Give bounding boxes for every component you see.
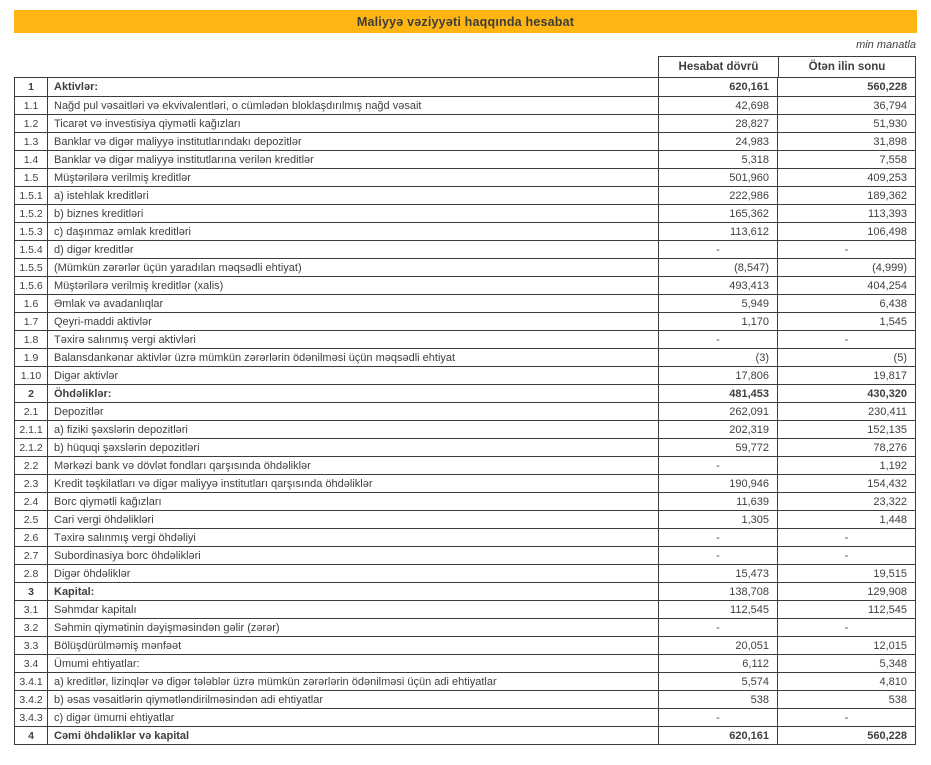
- row-value-current: 222,986: [658, 187, 777, 204]
- table-row: [15, 294, 915, 312]
- row-label: Təxirə salınmış vergi öhdəliyi: [54, 531, 196, 544]
- row-value-prior: 1,192: [777, 457, 915, 474]
- row-value-prior: -: [777, 547, 915, 564]
- row-value-prior: 6,438: [777, 295, 915, 312]
- row-value-prior: 230,411: [777, 403, 915, 420]
- row-number: 1.5.6: [15, 277, 48, 294]
- row-value-current: 42,698: [658, 97, 777, 114]
- row-value-prior: 112,545: [777, 601, 915, 618]
- row-number: 1.4: [15, 151, 48, 168]
- row-label: Ümumi ehtiyatlar:: [54, 657, 140, 670]
- table-row: [15, 168, 915, 186]
- row-value-prior: 19,515: [777, 565, 915, 582]
- row-number: 2.1: [15, 403, 48, 420]
- row-value-prior: -: [777, 709, 915, 726]
- row-number: 4: [15, 727, 48, 744]
- row-label: Ticarət və investisiya qiymətli kağızları: [54, 117, 241, 130]
- row-value-prior: 154,432: [777, 475, 915, 492]
- row-value-prior: 23,322: [777, 493, 915, 510]
- table-row: [15, 492, 915, 510]
- row-value-current: 17,806: [658, 367, 777, 384]
- row-value-prior: 152,135: [777, 421, 915, 438]
- row-number: 2.4: [15, 493, 48, 510]
- table-row: [15, 258, 915, 276]
- row-value-prior: -: [777, 241, 915, 258]
- page-title: Maliyyə vəziyyəti haqqında hesabat: [356, 14, 575, 29]
- row-value-current: 59,772: [658, 439, 777, 456]
- table-row: [15, 654, 915, 672]
- report-title-banner: [14, 10, 917, 33]
- table-row: [15, 456, 915, 474]
- row-value-prior: 36,794: [777, 97, 915, 114]
- row-label: a) fiziki şəxslərin depozitləri: [54, 423, 188, 436]
- row-label: c) digər ümumi ehtiyatlar: [54, 711, 175, 724]
- row-label: b) əsas vəsaitlərin qiymətləndirilməsindən adi ehtiyatlar: [54, 693, 324, 706]
- row-value-current: 15,473: [658, 565, 777, 582]
- row-label: Banklar və digər maliyyə institutlarındakı depozitlər: [54, 135, 302, 148]
- table-row: [15, 114, 915, 132]
- table-row: [15, 618, 915, 636]
- row-label: Aktivlər:: [54, 81, 99, 93]
- table-row: [15, 384, 915, 402]
- row-value-current: 138,708: [658, 583, 777, 600]
- row-number: 1.1: [15, 97, 48, 114]
- row-label: d) digər kreditlər: [54, 243, 134, 256]
- row-value-prior: 78,276: [777, 439, 915, 456]
- row-value-prior: 560,228: [777, 727, 915, 744]
- row-value-prior: 409,253: [777, 169, 915, 186]
- row-number: 1.3: [15, 133, 48, 150]
- row-value-current: -: [658, 457, 777, 474]
- table-row: [15, 636, 915, 654]
- row-number: 3: [15, 583, 48, 600]
- row-label: Kapital:: [54, 585, 95, 598]
- row-number: 1.5.4: [15, 241, 48, 258]
- row-number: 2.7: [15, 547, 48, 564]
- row-label: Əmlak və avadanlıqlar: [54, 297, 164, 310]
- row-label: Banklar və digər maliyyə institutlarına verilən kreditlər: [54, 153, 314, 166]
- row-label: Bölüşdürülməmiş mənfəət: [54, 639, 182, 652]
- row-value-prior: 5,348: [777, 655, 915, 672]
- table-row: [15, 726, 915, 744]
- row-label: (Mümkün zərərlər üçün yaradılan məqsədli ehtiyat): [54, 261, 302, 274]
- row-label: b) hüquqi şəxslərin depozitləri: [54, 441, 200, 454]
- row-number: 1.8: [15, 331, 48, 348]
- row-value-current: -: [658, 241, 777, 258]
- row-value-current: 190,946: [658, 475, 777, 492]
- row-number: 1.6: [15, 295, 48, 312]
- row-value-prior: -: [777, 331, 915, 348]
- row-value-current: 1,170: [658, 313, 777, 330]
- row-number: 1.2: [15, 115, 48, 132]
- table-row: [15, 672, 915, 690]
- table-row: [15, 708, 915, 726]
- row-value-current: -: [658, 709, 777, 726]
- row-number: 1.5.2: [15, 205, 48, 222]
- row-label: Müştərilərə verilmiş kreditlər: [54, 171, 191, 184]
- row-value-prior: 538: [777, 691, 915, 708]
- row-value-current: 5,949: [658, 295, 777, 312]
- row-value-prior: 129,908: [777, 583, 915, 600]
- column-header-prior: Ötən ilin sonu: [778, 57, 915, 77]
- row-number: 2.5: [15, 511, 48, 528]
- table-row: [15, 582, 915, 600]
- row-number: 3.1: [15, 601, 48, 618]
- row-value-current: 1,305: [658, 511, 777, 528]
- row-value-current: 620,161: [658, 727, 777, 744]
- row-number: 2.1.1: [15, 421, 48, 438]
- row-label: b) biznes kreditləri: [54, 207, 144, 220]
- row-value-prior: 1,448: [777, 511, 915, 528]
- row-label: Mərkəzi bank və dövlət fondları qarşısında öhdəliklər: [54, 459, 311, 472]
- row-value-current: 620,161: [658, 78, 777, 96]
- financial-position-table: [14, 77, 916, 745]
- row-label: a) istehlak kreditləri: [54, 189, 149, 202]
- row-value-current: 20,051: [658, 637, 777, 654]
- row-number: 2.6: [15, 529, 48, 546]
- table-row: [15, 474, 915, 492]
- row-value-current: (8,547): [658, 259, 777, 276]
- row-number: 1.5.1: [15, 187, 48, 204]
- row-label: Təxirə salınmış vergi aktivləri: [54, 333, 196, 346]
- row-number: 2: [15, 385, 48, 402]
- row-number: 3.4: [15, 655, 48, 672]
- row-label: Nağd pul vəsaitləri və ekvivalentləri, o cümlədən bloklaşdırılmış nağd vəsait: [54, 99, 422, 112]
- table-row: [15, 546, 915, 564]
- row-value-current: -: [658, 331, 777, 348]
- row-value-prior: 113,393: [777, 205, 915, 222]
- row-value-current: 493,413: [658, 277, 777, 294]
- table-row: [15, 240, 915, 258]
- row-value-prior: 4,810: [777, 673, 915, 690]
- table-row: [15, 366, 915, 384]
- row-value-prior: 7,558: [777, 151, 915, 168]
- row-label: Müştərilərə verilmiş kreditlər (xalis): [54, 279, 224, 292]
- row-value-prior: 31,898: [777, 133, 915, 150]
- row-number: 1: [15, 78, 48, 96]
- row-value-current: -: [658, 619, 777, 636]
- row-label: Öhdəliklər:: [54, 387, 112, 400]
- table-row: [15, 312, 915, 330]
- row-value-current: 501,960: [658, 169, 777, 186]
- table-row: [15, 348, 915, 366]
- row-label: Səhmin qiymətinin dəyişməsindən gəlir (zərər): [54, 621, 280, 634]
- row-value-current: 165,362: [658, 205, 777, 222]
- row-value-current: 262,091: [658, 403, 777, 420]
- row-label: Kredit təşkilatları və digər maliyyə institutları qarşısında öhdəliklər: [54, 477, 373, 490]
- table-row: [15, 150, 915, 168]
- table-row: [15, 420, 915, 438]
- row-label: Balansdankənar aktivlər üzrə mümkün zərərlərin ödənilməsi üçün məqsədli ehtiyat: [54, 351, 456, 364]
- table-row: [15, 186, 915, 204]
- row-value-prior: 560,228: [777, 78, 915, 96]
- row-value-prior: 51,930: [777, 115, 915, 132]
- row-value-current: 113,612: [658, 223, 777, 240]
- row-value-current: -: [658, 547, 777, 564]
- row-number: 3.2: [15, 619, 48, 636]
- row-value-prior: -: [777, 529, 915, 546]
- row-label: Qeyri-maddi aktivlər: [54, 315, 152, 328]
- row-number: 2.3: [15, 475, 48, 492]
- row-label: Subordinasiya borc öhdəlikləri: [54, 549, 201, 562]
- row-value-prior: -: [777, 619, 915, 636]
- row-value-current: 28,827: [658, 115, 777, 132]
- row-value-current: 6,112: [658, 655, 777, 672]
- row-label: Borc qiymətli kağızları: [54, 495, 162, 508]
- table-row: [15, 402, 915, 420]
- row-number: 2.2: [15, 457, 48, 474]
- row-label: Cari vergi öhdəlikləri: [54, 513, 154, 526]
- row-number: 1.5.5: [15, 259, 48, 276]
- row-value-current: 202,319: [658, 421, 777, 438]
- table-row: [15, 690, 915, 708]
- row-number: 1.5.3: [15, 223, 48, 240]
- row-value-current: -: [658, 529, 777, 546]
- table-row: [15, 600, 915, 618]
- row-number: 1.10: [15, 367, 48, 384]
- table-row: [15, 528, 915, 546]
- row-label: a) kreditlər, lizinqlər və digər tələblər üzrə mümkün zərərlərin ödənilməsi üçün adi ehtiyatlar: [54, 675, 497, 688]
- row-label: Digər öhdəliklər: [54, 567, 131, 580]
- table-row: [15, 510, 915, 528]
- row-number: 2.1.2: [15, 439, 48, 456]
- column-header-current: Hesabat dövrü: [678, 61, 759, 73]
- row-value-prior: 404,254: [777, 277, 915, 294]
- table-row: [15, 78, 915, 96]
- row-value-current: (3): [658, 349, 777, 366]
- column-headers: [658, 56, 916, 77]
- row-number: 3.4.2: [15, 691, 48, 708]
- row-label: Depozitlər: [54, 405, 104, 418]
- row-number: 1.9: [15, 349, 48, 366]
- row-value-current: 5,318: [658, 151, 777, 168]
- row-value-current: 538: [658, 691, 777, 708]
- row-number: 1.5: [15, 169, 48, 186]
- row-label: Cəmi öhdəliklər və kapital: [54, 729, 190, 742]
- table-row: [15, 330, 915, 348]
- row-number: 2.8: [15, 565, 48, 582]
- row-value-prior: 189,362: [777, 187, 915, 204]
- row-value-prior: 1,545: [777, 313, 915, 330]
- row-value-current: 11,639: [658, 493, 777, 510]
- table-row: [15, 222, 915, 240]
- row-number: 3.3: [15, 637, 48, 654]
- row-value-current: 24,983: [658, 133, 777, 150]
- row-label: c) daşınmaz əmlak kreditləri: [54, 225, 191, 238]
- table-row: [15, 564, 915, 582]
- row-value-prior: 12,015: [777, 637, 915, 654]
- row-value-prior: 106,498: [777, 223, 915, 240]
- unit-note: min manatla: [856, 39, 916, 51]
- row-value-current: 481,453: [658, 385, 777, 402]
- row-label: Səhmdar kapitalı: [54, 603, 137, 616]
- row-value-prior: 19,817: [777, 367, 915, 384]
- table-row: [15, 204, 915, 222]
- row-value-prior: (5): [777, 349, 915, 366]
- row-value-prior: (4,999): [777, 259, 915, 276]
- row-value-current: 112,545: [658, 601, 777, 618]
- row-number: 3.4.1: [15, 673, 48, 690]
- row-value-prior: 430,320: [777, 385, 915, 402]
- row-value-current: 5,574: [658, 673, 777, 690]
- row-number: 1.7: [15, 313, 48, 330]
- table-row: [15, 438, 915, 456]
- row-number: 3.4.3: [15, 709, 48, 726]
- row-label: Digər aktivlər: [54, 369, 119, 382]
- table-row: [15, 132, 915, 150]
- table-row: [15, 96, 915, 114]
- table-row: [15, 276, 915, 294]
